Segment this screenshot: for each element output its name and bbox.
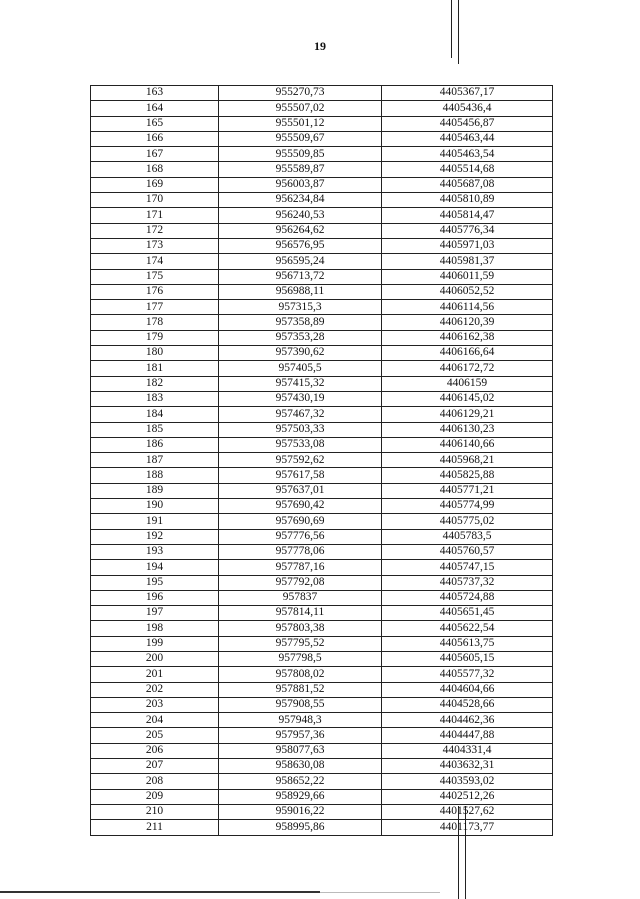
table-row (91, 330, 553, 345)
y-coordinate-cell: 4405514,68 (382, 162, 553, 177)
x-coordinate-cell: 957778,06 (219, 544, 382, 559)
y-coordinate-cell: 4406120,39 (382, 315, 553, 330)
point-number-cell: 168 (91, 162, 219, 177)
point-number-cell: 200 (91, 651, 219, 666)
x-coordinate-cell: 957430,19 (219, 391, 382, 406)
x-coordinate-cell: 957390,62 (219, 346, 382, 361)
x-coordinate-cell: 957503,33 (219, 422, 382, 437)
point-number-cell: 207 (91, 759, 219, 774)
point-number-cell: 185 (91, 422, 219, 437)
table-row (91, 208, 553, 223)
x-coordinate-cell: 957808,02 (219, 667, 382, 682)
table-row (91, 193, 553, 208)
y-coordinate-cell: 4405760,57 (382, 544, 553, 559)
x-coordinate-cell: 957690,42 (219, 499, 382, 514)
x-coordinate-cell: 957792,08 (219, 575, 382, 590)
y-coordinate-cell: 4406129,21 (382, 407, 553, 422)
point-number-cell: 186 (91, 437, 219, 452)
y-coordinate-cell: 4403593,02 (382, 774, 553, 789)
y-coordinate-cell: 4405577,32 (382, 667, 553, 682)
point-number-cell: 191 (91, 514, 219, 529)
y-coordinate-cell: 4404604,66 (382, 682, 553, 697)
table-row (91, 590, 553, 605)
table-row (91, 483, 553, 498)
x-coordinate-cell: 955509,67 (219, 131, 382, 146)
y-coordinate-cell: 4405463,44 (382, 131, 553, 146)
point-number-cell: 170 (91, 193, 219, 208)
x-coordinate-cell: 957957,36 (219, 728, 382, 743)
point-number-cell: 197 (91, 606, 219, 621)
table-row (91, 468, 553, 483)
x-coordinate-cell: 957637,01 (219, 483, 382, 498)
y-coordinate-cell: 4404447,88 (382, 728, 553, 743)
table-row (91, 407, 553, 422)
point-number-cell: 190 (91, 499, 219, 514)
point-number-cell: 211 (91, 820, 219, 835)
y-coordinate-cell: 4405981,37 (382, 254, 553, 269)
table-row (91, 147, 553, 162)
point-number-cell: 198 (91, 621, 219, 636)
table-row (91, 713, 553, 728)
table-row (91, 575, 553, 590)
y-coordinate-cell: 4405605,15 (382, 651, 553, 666)
x-coordinate-cell: 955589,87 (219, 162, 382, 177)
x-coordinate-cell: 957795,52 (219, 636, 382, 651)
y-coordinate-cell: 4405737,32 (382, 575, 553, 590)
y-coordinate-cell: 4405968,21 (382, 453, 553, 468)
table-row (91, 774, 553, 789)
y-coordinate-cell: 4401527,62 (382, 804, 553, 819)
y-coordinate-cell: 4402512,26 (382, 789, 553, 804)
table-row (91, 529, 553, 544)
x-coordinate-cell: 957405,5 (219, 361, 382, 376)
table-row (91, 238, 553, 253)
table-row (91, 820, 553, 835)
point-number-cell: 196 (91, 590, 219, 605)
point-number-cell: 179 (91, 330, 219, 345)
table-row (91, 651, 553, 666)
point-number-cell: 176 (91, 284, 219, 299)
x-coordinate-cell: 957814,11 (219, 606, 382, 621)
point-number-cell: 188 (91, 468, 219, 483)
table-row (91, 86, 553, 101)
table-row (91, 621, 553, 636)
x-coordinate-cell: 957467,32 (219, 407, 382, 422)
table-row (91, 116, 553, 131)
x-coordinate-cell: 957415,32 (219, 376, 382, 391)
table-row (91, 101, 553, 116)
x-coordinate-cell: 958630,08 (219, 759, 382, 774)
x-coordinate-cell: 957533,08 (219, 437, 382, 452)
y-coordinate-cell: 4405814,47 (382, 208, 553, 223)
point-number-cell: 183 (91, 391, 219, 406)
table-row (91, 284, 553, 299)
y-coordinate-cell: 4406162,38 (382, 330, 553, 345)
point-number-cell: 210 (91, 804, 219, 819)
table-row (91, 682, 553, 697)
table-row (91, 743, 553, 758)
point-number-cell: 181 (91, 361, 219, 376)
bottom-rule-faint (320, 892, 440, 893)
x-coordinate-cell: 957837 (219, 590, 382, 605)
point-number-cell: 204 (91, 713, 219, 728)
table-row (91, 544, 553, 559)
point-number-cell: 189 (91, 483, 219, 498)
y-coordinate-cell: 4405687,08 (382, 177, 553, 192)
point-number-cell: 206 (91, 743, 219, 758)
y-coordinate-cell: 4405774,99 (382, 499, 553, 514)
x-coordinate-cell: 957358,89 (219, 315, 382, 330)
point-number-cell: 193 (91, 544, 219, 559)
point-number-cell: 182 (91, 376, 219, 391)
y-coordinate-cell: 4405456,87 (382, 116, 553, 131)
x-coordinate-cell: 956264,62 (219, 223, 382, 238)
x-coordinate-cell: 955270,73 (219, 86, 382, 101)
table-row (91, 346, 553, 361)
table-row (91, 254, 553, 269)
x-coordinate-cell: 957798,5 (219, 651, 382, 666)
y-coordinate-cell: 4406145,02 (382, 391, 553, 406)
point-number-cell: 164 (91, 101, 219, 116)
point-number-cell: 175 (91, 269, 219, 284)
x-coordinate-cell: 958929,66 (219, 789, 382, 804)
table-row (91, 376, 553, 391)
point-number-cell: 174 (91, 254, 219, 269)
y-coordinate-cell: 4405436,4 (382, 101, 553, 116)
table-row (91, 636, 553, 651)
point-number-cell: 194 (91, 560, 219, 575)
x-coordinate-cell: 956576,95 (219, 238, 382, 253)
point-number-cell: 177 (91, 300, 219, 315)
y-coordinate-cell: 4406172,72 (382, 361, 553, 376)
x-coordinate-cell: 957881,52 (219, 682, 382, 697)
x-coordinate-cell: 955509,85 (219, 147, 382, 162)
table-row (91, 759, 553, 774)
x-coordinate-cell: 957353,28 (219, 330, 382, 345)
y-coordinate-cell: 4405463,54 (382, 147, 553, 162)
table-row (91, 499, 553, 514)
x-coordinate-cell: 955507,02 (219, 101, 382, 116)
x-coordinate-cell: 955501,12 (219, 116, 382, 131)
x-coordinate-cell: 957908,55 (219, 697, 382, 712)
table-row (91, 177, 553, 192)
page-number: 19 (314, 39, 326, 53)
x-coordinate-cell: 957315,3 (219, 300, 382, 315)
table-row (91, 223, 553, 238)
y-coordinate-cell: 4404462,36 (382, 713, 553, 728)
point-number-cell: 187 (91, 453, 219, 468)
table-row (91, 789, 553, 804)
y-coordinate-cell: 4406011,59 (382, 269, 553, 284)
y-coordinate-cell: 4405622,54 (382, 621, 553, 636)
bottom-rule (0, 891, 320, 893)
x-coordinate-cell: 958652,22 (219, 774, 382, 789)
point-number-cell: 178 (91, 315, 219, 330)
table-row (91, 162, 553, 177)
table-row (91, 560, 553, 575)
x-coordinate-cell: 957690,69 (219, 514, 382, 529)
x-coordinate-cell: 957948,3 (219, 713, 382, 728)
x-coordinate-cell: 956003,87 (219, 177, 382, 192)
coordinates-table-body (91, 86, 553, 836)
point-number-cell: 199 (91, 636, 219, 651)
x-coordinate-cell: 956713,72 (219, 269, 382, 284)
x-coordinate-cell: 958995,86 (219, 820, 382, 835)
point-number-cell: 173 (91, 238, 219, 253)
x-coordinate-cell: 956595,24 (219, 254, 382, 269)
x-coordinate-cell: 957592,62 (219, 453, 382, 468)
point-number-cell: 184 (91, 407, 219, 422)
point-number-cell: 171 (91, 208, 219, 223)
point-number-cell: 195 (91, 575, 219, 590)
y-coordinate-cell: 4404528,66 (382, 697, 553, 712)
y-coordinate-cell: 4406166,64 (382, 346, 553, 361)
table-row (91, 361, 553, 376)
table-row (91, 667, 553, 682)
y-coordinate-cell: 4405810,89 (382, 193, 553, 208)
point-number-cell: 209 (91, 789, 219, 804)
x-coordinate-cell: 957776,56 (219, 529, 382, 544)
point-number-cell: 201 (91, 667, 219, 682)
x-coordinate-cell: 959016,22 (219, 804, 382, 819)
table-row (91, 422, 553, 437)
y-coordinate-cell: 4405775,02 (382, 514, 553, 529)
coordinates-table (90, 85, 553, 836)
point-number-cell: 203 (91, 697, 219, 712)
x-coordinate-cell: 956988,11 (219, 284, 382, 299)
point-number-cell: 167 (91, 147, 219, 162)
y-coordinate-cell: 4405651,45 (382, 606, 553, 621)
y-coordinate-cell: 4405367,17 (382, 86, 553, 101)
x-coordinate-cell: 956234,84 (219, 193, 382, 208)
y-coordinate-cell: 4406159 (382, 376, 553, 391)
table-row (91, 804, 553, 819)
y-coordinate-cell: 4405771,21 (382, 483, 553, 498)
y-coordinate-cell: 4404331,4 (382, 743, 553, 758)
y-coordinate-cell: 4405776,34 (382, 223, 553, 238)
table-row (91, 131, 553, 146)
x-coordinate-cell: 957787,16 (219, 560, 382, 575)
y-coordinate-cell: 4405971,03 (382, 238, 553, 253)
y-coordinate-cell: 4405783,5 (382, 529, 553, 544)
y-coordinate-cell: 4406130,23 (382, 422, 553, 437)
point-number-cell: 166 (91, 131, 219, 146)
point-number-cell: 205 (91, 728, 219, 743)
table-row (91, 728, 553, 743)
point-number-cell: 180 (91, 346, 219, 361)
point-number-cell: 208 (91, 774, 219, 789)
table-row (91, 453, 553, 468)
y-coordinate-cell: 4405613,75 (382, 636, 553, 651)
y-coordinate-cell: 4405724,88 (382, 590, 553, 605)
table-row (91, 391, 553, 406)
table-row (91, 697, 553, 712)
x-coordinate-cell: 958077,63 (219, 743, 382, 758)
y-coordinate-cell: 4405747,15 (382, 560, 553, 575)
table-row (91, 514, 553, 529)
y-coordinate-cell: 4406114,56 (382, 300, 553, 315)
point-number-cell: 165 (91, 116, 219, 131)
x-coordinate-cell: 956240,53 (219, 208, 382, 223)
point-number-cell: 172 (91, 223, 219, 238)
y-coordinate-cell: 4406140,66 (382, 437, 553, 452)
y-coordinate-cell: 4406052,52 (382, 284, 553, 299)
y-coordinate-cell: 4403632,31 (382, 759, 553, 774)
y-coordinate-cell: 4401173,77 (382, 820, 553, 835)
table-row (91, 269, 553, 284)
point-number-cell: 202 (91, 682, 219, 697)
table-row (91, 606, 553, 621)
x-coordinate-cell: 957803,38 (219, 621, 382, 636)
table-row (91, 315, 553, 330)
point-number-cell: 169 (91, 177, 219, 192)
x-coordinate-cell: 957617,58 (219, 468, 382, 483)
y-coordinate-cell: 4405825,88 (382, 468, 553, 483)
point-number-cell: 163 (91, 86, 219, 101)
table-row (91, 300, 553, 315)
table-row (91, 437, 553, 452)
point-number-cell: 192 (91, 529, 219, 544)
